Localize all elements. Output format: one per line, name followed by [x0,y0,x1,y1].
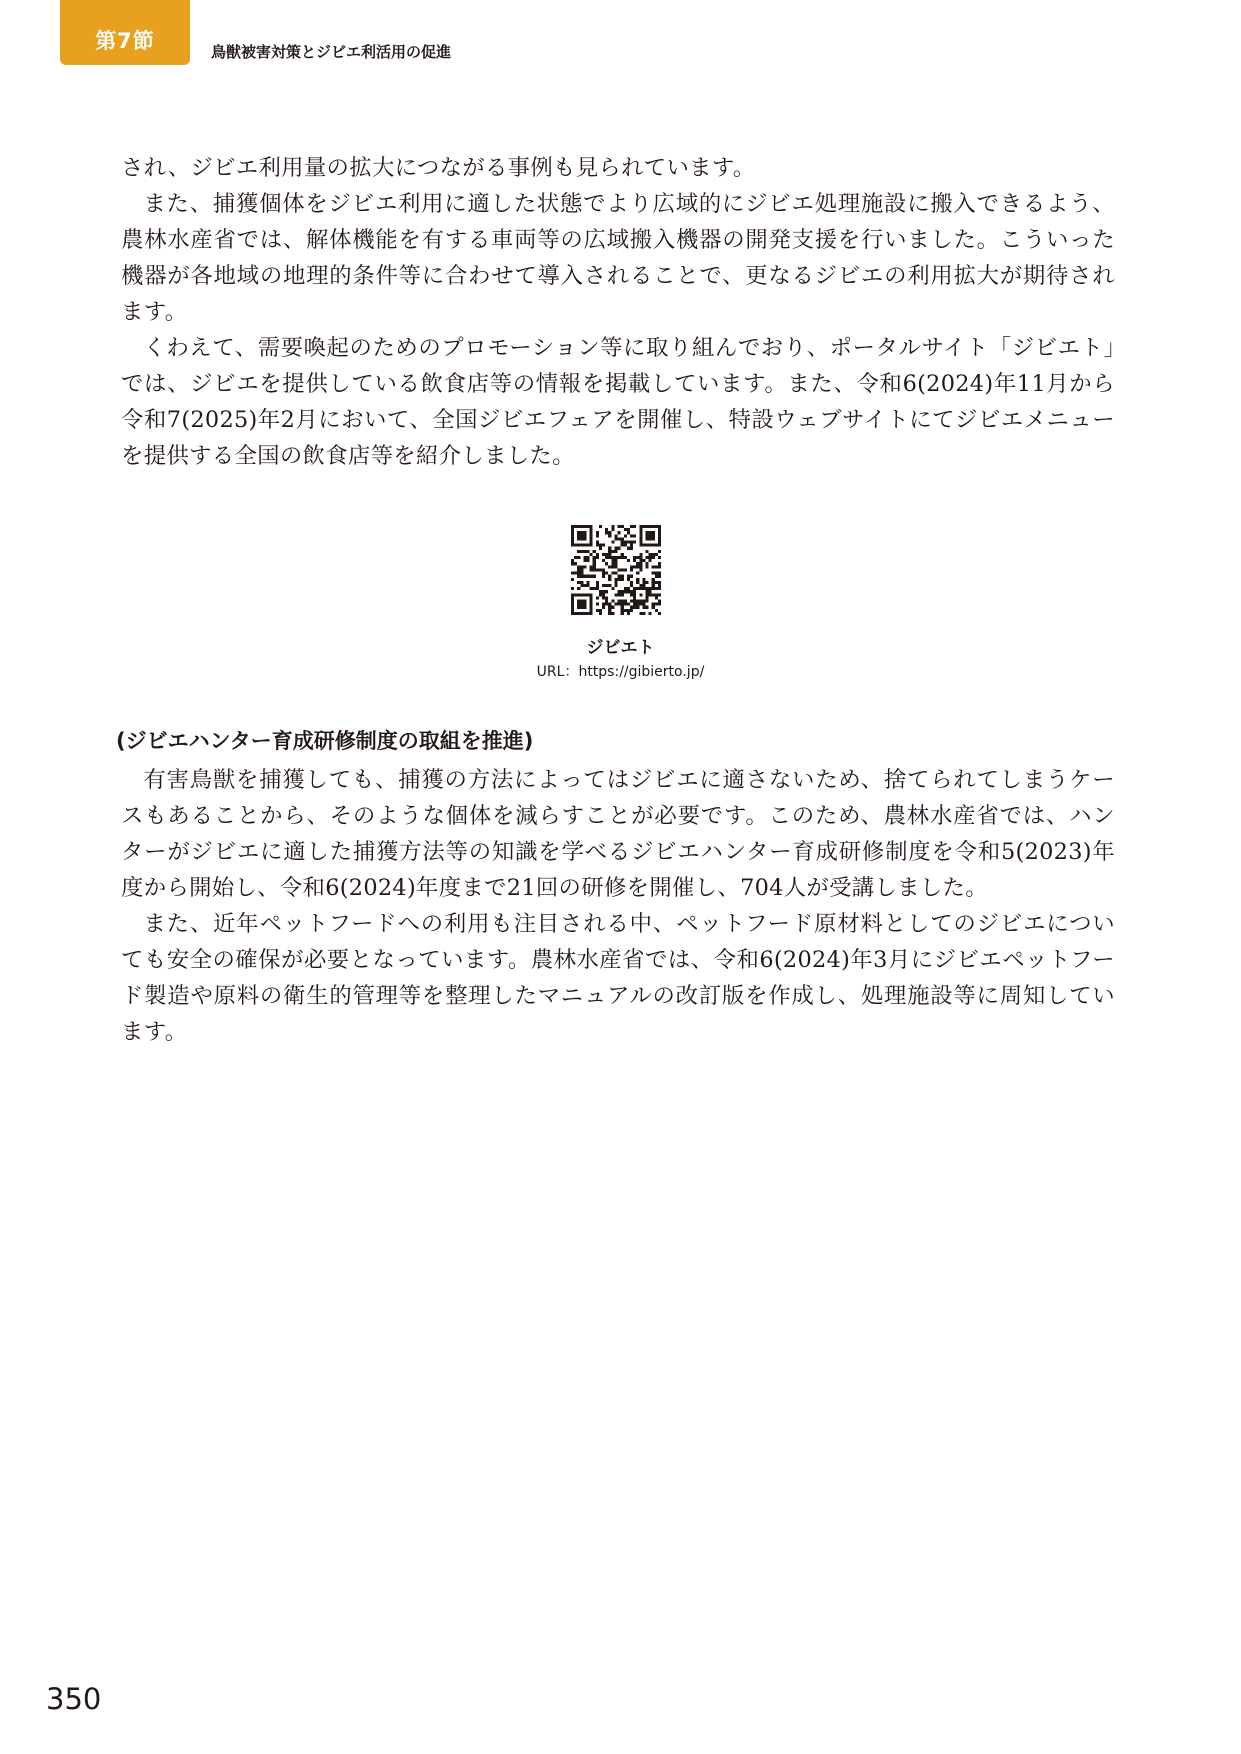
paragraph: くわえて、需要喚起のためのプロモーション等に取り組んでおり、ポータルサイト「ジビエト」では、ジビエを提供している飲食店等の情報を掲載しています。また、令和6(2024)年11月から令和7(2025)年2月において、全国ジビエフェアを開催し、特設ウェブサイトにてジビエメニューを提供する全国の飲食店等を紹介しました。 [121,335,1115,469]
section-tab [60,0,190,65]
chapter-title: 鳥獣被害対策とジビエ利活用の促進 [211,43,452,61]
page-number: 350 [46,1682,102,1716]
body-text-top [121,150,1115,474]
qr-url: URL：https://gibierto.jp/ [536,664,705,680]
section-label: 第7節 [95,29,155,53]
qr-caption: ジビエト [586,638,655,658]
paragraph: また、捕獲個体をジビエ利用に適した状態でより広域的にジビエ処理施設に搬入できるよう、農林水産省では、解体機能を有する車両等の広域搬入機器の開発支援を行いました。こういった機器が各地域の地理的条件等に合わせて導入されることで、更なるジビエの利用拡大が期待されます。 [121,191,1115,325]
paragraph: され、ジビエ利用量の拡大につながる事例も見られています。 [121,155,756,181]
qr-code-icon[interactable] [571,525,661,615]
paragraph: 有害鳥獣を捕獲しても、捕獲の方法によってはジビエに適さないため、捨てられてしまうケースもあることから、そのような個体を減らすことが必要です。このため、農林水産省では、ハンターがジビエに適した捕獲方法等の知識を学べるジビエハンター育成研修制度を令和5(2023)年度から開始し、令和6(2024)年度まで21回の研修を開催し、704人が受講しました。 [121,767,1115,901]
subsection-heading: (ジビエハンター育成研修制度の取組を推進) [116,729,534,753]
body-text-bottom [121,762,1115,1050]
paragraph: また、近年ペットフードへの利用も注目される中、ペットフード原材料としてのジビエについても安全の確保が必要となっています。農林水産省では、令和6(2024)年3月にジビエペットフード製造や原料の衛生的管理等を整理したマニュアルの改訂版を作成し、処理施設等に周知しています。 [121,911,1115,1045]
